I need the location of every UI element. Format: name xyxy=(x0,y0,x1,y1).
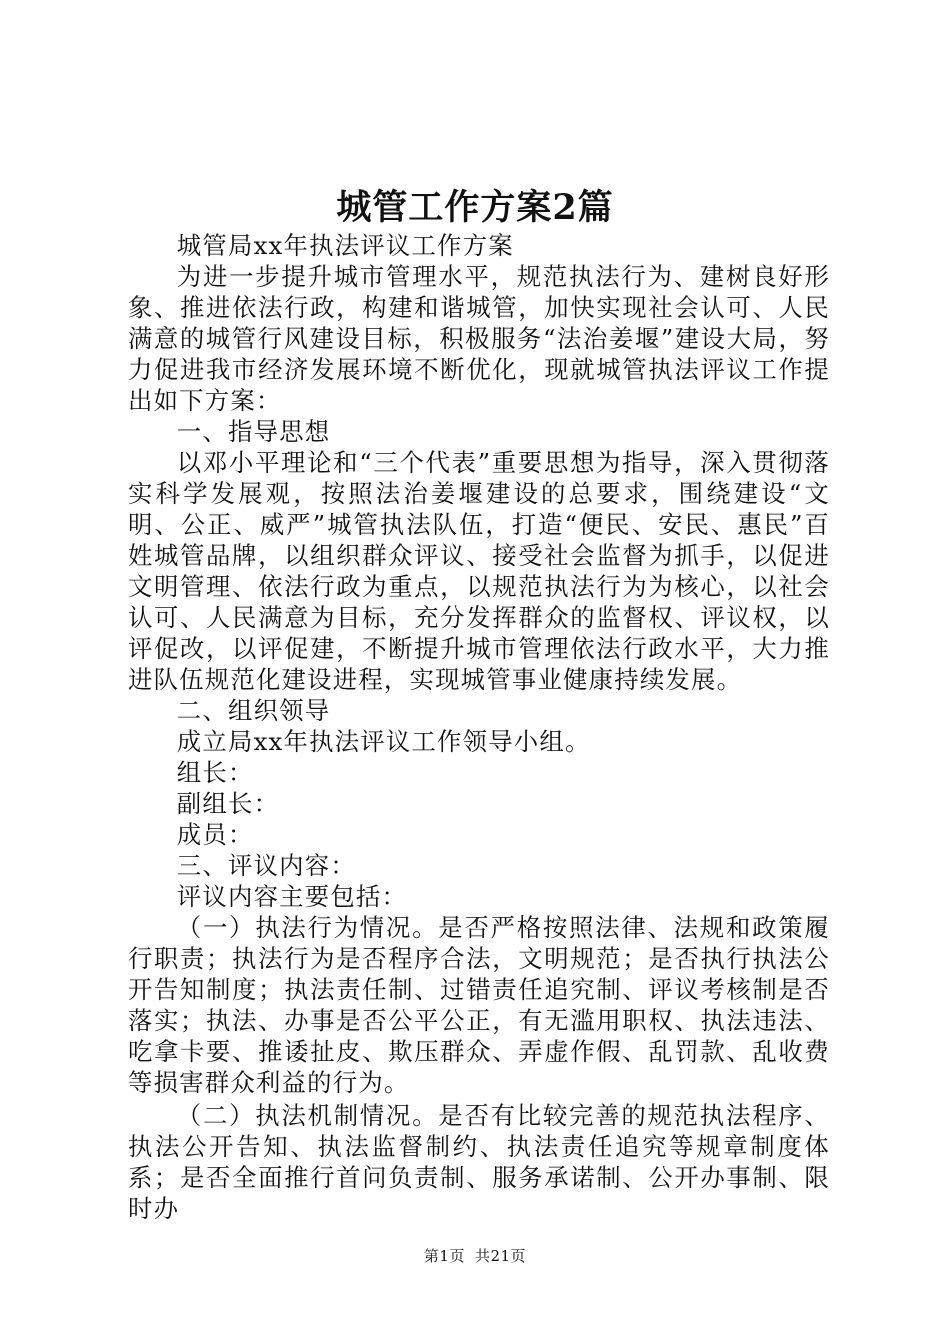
paragraph-item-1: （一）执法行为情况。是否严格按照法律、法规和政策履行职责；执法行为是否程序合法，文明规范；是否执行执法公开告知制度；执法责任制、过错责任追究制、评议考核制是否落实；执法、办事是否公平公正，有无滥用职权、执法违法、吃拿卡要、推诿扯皮、欺压群众、弄虚作假、乱罚款、乱收费等损害群众利益的行为。 xyxy=(128,913,830,1097)
document-title: 城管工作方案2篇 xyxy=(336,187,614,228)
paragraph-guiding-ideology: 以邓小平理论和“三个代表”重要思想为指导，深入贯彻落实科学发展观，按照法治姜堰建设的总要求，围绕建设“文明、公正、威严”城管执法队伍，打造“便民、安民、惠民”百姓城管品牌，以组织群众评议、接受社会监督为抓手，以促进文明管理、依法行政为重点，以规范执法行为为核心，以社会认可、人民满意为目标，充分发挥群众的监督权、评议权，以评促改，以评促建，不断提升城市管理依法行政水平，大力推进队伍规范化建设进程，实现城管事业健康持续发展。 xyxy=(128,448,830,694)
document-body xyxy=(128,230,830,1224)
paragraph-evaluation-intro: 评议内容主要包括： xyxy=(176,882,408,911)
paragraph-subtitle: 城管局xx年执法评议工作方案 xyxy=(176,231,514,260)
page-footer xyxy=(0,1246,950,1266)
paragraph-leading-group: 成立局xx年执法评议工作领导小组。 xyxy=(176,727,591,756)
paragraph-intro: 为进一步提升城市管理水平，规范执法行为、建树良好形象、推进依法行政，构建和谐城管，加快实现社会认可、人民满意的城管行风建设目标，积极服务“法治姜堰”建设大局，努力促进我市经济发展环境不断优化，现就城管执法评议工作提出如下方案： xyxy=(128,262,830,415)
field-members: 成员： xyxy=(176,820,254,849)
page-total: 共21页 xyxy=(474,1247,527,1265)
field-group-leader: 组长： xyxy=(176,758,254,787)
page-number: 第1页 xyxy=(423,1247,465,1265)
section-heading-guiding-ideology: 一、指导思想 xyxy=(176,417,331,446)
section-heading-evaluation-content: 三、评议内容： xyxy=(176,851,356,880)
field-deputy-leader: 副组长： xyxy=(176,789,280,818)
paragraph-item-2: （二）执法机制情况。是否有比较完善的规范执法程序、执法公开告知、执法监督制约、执法责任追究等规章制度体系；是否全面推行首问负责制、服务承诺制、公开办事制、限时办 xyxy=(128,1101,830,1223)
section-heading-organization: 二、组织领导 xyxy=(176,696,331,725)
